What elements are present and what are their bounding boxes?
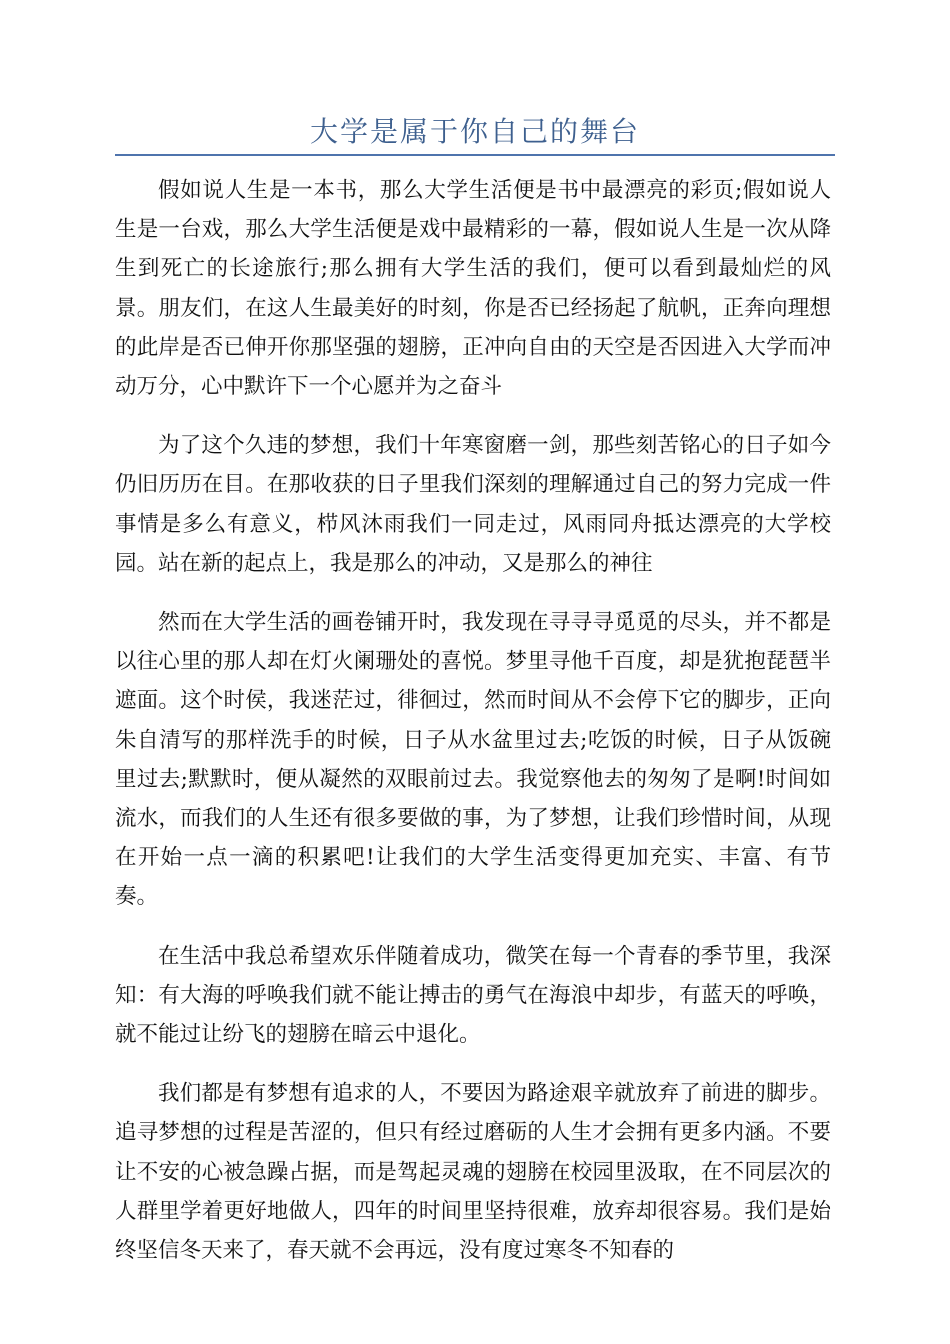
title-underline	[115, 154, 835, 156]
document-title: 大学是属于你自己的舞台	[309, 115, 640, 148]
paragraph-2: 为了这个久违的梦想，我们十年寒窗磨一剑，那些刻苦铭心的日子如今仍旧历历在目。在那收获的日子里我们深刻的理解通过自己的努力完成一件事情是多么有意义，栉风沐雨我们一同走过，风雨同舟抵达漂亮的大学校园。站在新的起点上，我是那么的冲动，又是那么的神往	[115, 433, 831, 576]
paragraph-4: 在生活中我总希望欢乐伴随着成功，微笑在每一个青春的季节里，我深知：有大海的呼唤我们就不能让搏击的勇气在海浪中却步，有蓝天的呼唤，就不能过让纷飞的翅膀在暗云中退化。	[115, 943, 831, 1048]
document-body	[115, 171, 831, 1290]
paragraph-5: 我们都是有梦想有追求的人，不要因为路途艰辛就放弃了前进的脚步。追寻梦想的过程是苦涩的，但只有经过磨砺的人生才会拥有更多内涵。不要让不安的心被急躁占据，而是驾起灵魂的翅膀在校园里汲取，在不同层次的人群里学着更好地做人，四年的时间里坚持很难，放弃却很容易。我们是始终坚信冬天来了，春天就不会再远，没有度过寒冬不知春的	[115, 1081, 831, 1264]
paragraph-1: 假如说人生是一本书，那么大学生活便是书中最漂亮的彩页;假如说人生是一台戏，那么大学生活便是戏中最精彩的一幕，假如说人生是一次从降生到死亡的长途旅行;那么拥有大学生活的我们，便可以看到最灿烂的风景。朋友们，在这人生最美好的时刻，你是否已经扬起了航帆，正奔向理想的此岸是否已伸开你那坚强的翅膀，正冲向自由的天空是否因进入大学而冲动万分，心中默许下一个心愿并为之奋斗	[115, 178, 831, 400]
paragraph-3: 然而在大学生活的画卷铺开时，我发现在寻寻寻觅觅的尽头，并不都是以往心里的那人却在灯火阑珊处的喜悦。梦里寻他千百度，却是犹抱琵琶半遮面。这个时侯，我迷茫过，徘徊过，然而时间从不会停下它的脚步，正向朱自清写的那样洗手的时候，日子从水盆里过去;吃饭的时候，日子从饭碗里过去;默默时，便从凝然的双眼前过去。我觉察他去的匆匆了是啊!时间如流水，而我们的人生还有很多要做的事，为了梦想，让我们珍惜时间，从现在开始一点一滴的积累吧!让我们的大学生活变得更加充实、丰富、有节奏。	[115, 610, 831, 910]
